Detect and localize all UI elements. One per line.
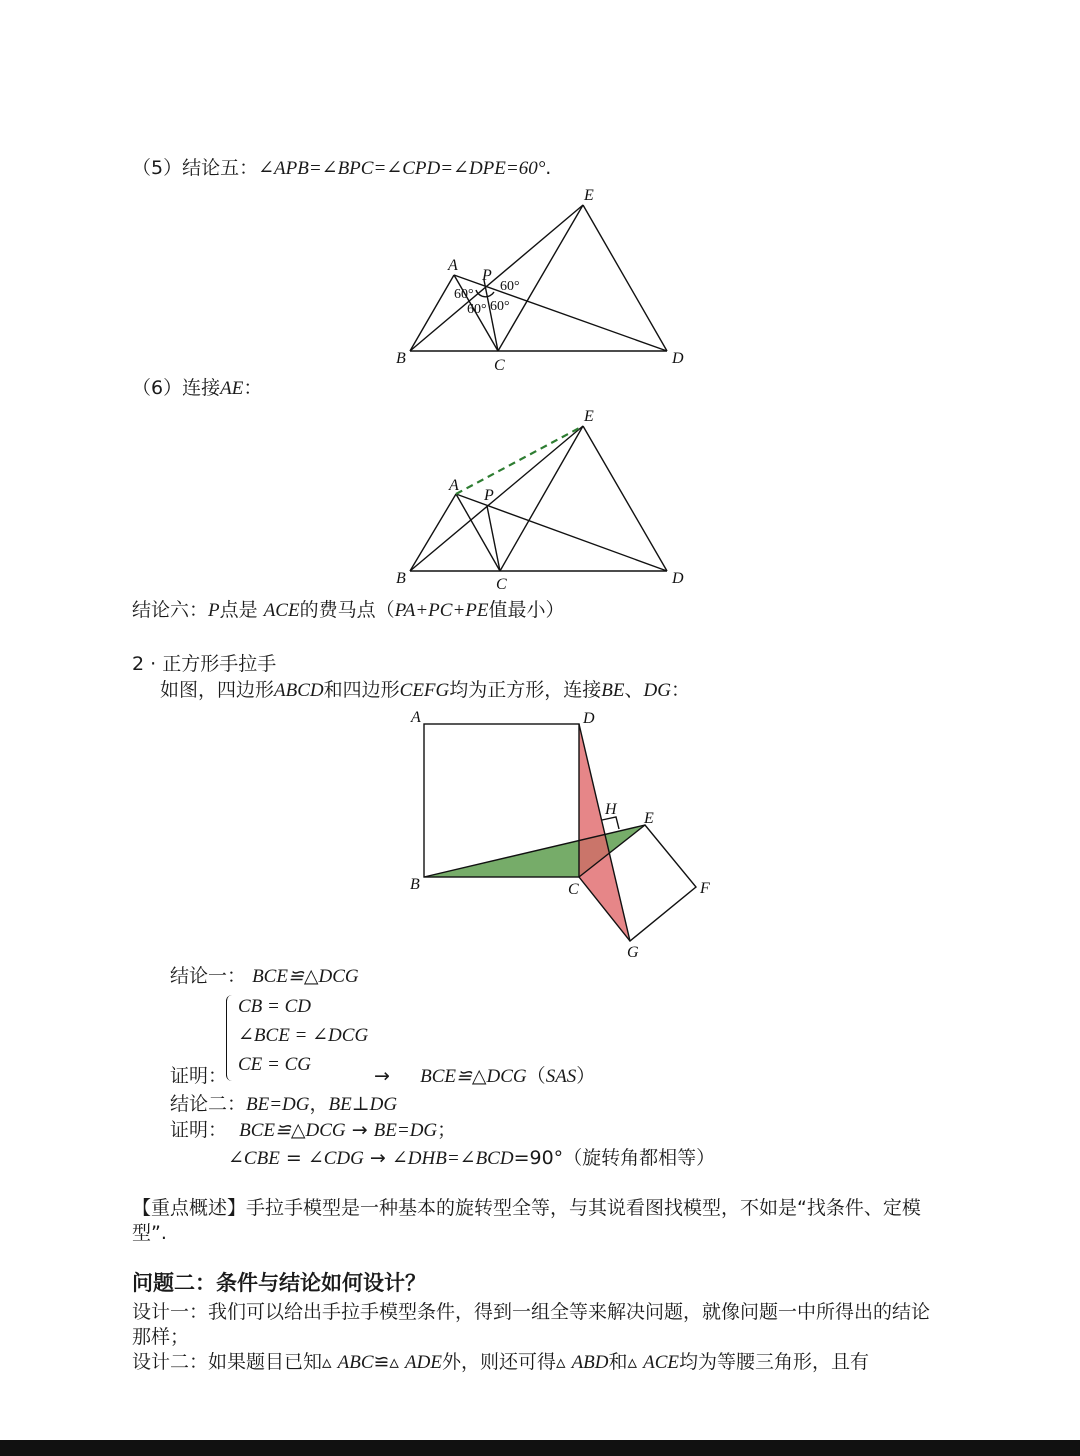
proof-arrow: → (374, 1065, 390, 1087)
segment-be (410, 426, 583, 571)
angle-arrow: → (363, 1147, 392, 1169)
d2-text-3: 外，则还可得 (441, 1351, 556, 1373)
c6-text-1: 结论六： (132, 599, 209, 621)
label-d: D (672, 570, 684, 587)
design-1-line-1: 设计一：我们可以给出手拉手模型条件，得到一组全等来解决问题，就像问题一中所得出的结论 (132, 1301, 931, 1323)
segment-ce (498, 205, 583, 351)
proof2-b: BE=DG (373, 1120, 438, 1141)
triangle-icon: ▵ (555, 1351, 566, 1373)
condition-1: CB = CD (238, 996, 311, 1017)
label-e: E (644, 810, 654, 827)
d2-var-2: ADE (405, 1352, 442, 1373)
connect-ae-suffix: ： (243, 377, 263, 399)
c6-text-2: 点是 (219, 599, 258, 621)
angle-label-1: 60° (454, 287, 474, 302)
conclusion-2-line (170, 1092, 397, 1117)
intro-var-3: BE (601, 680, 625, 701)
segment-be (410, 205, 583, 351)
d2-text-2: ≌ (373, 1351, 390, 1373)
label-p: P (484, 487, 494, 504)
connect-ae-formula: AE (220, 378, 244, 399)
design-1-line-2: 那样； (132, 1326, 190, 1348)
figure-fermat-point (380, 180, 700, 380)
segment-ed (583, 205, 667, 351)
angle-eq: = (279, 1147, 308, 1169)
label-h: H (605, 801, 617, 818)
label-c: C (494, 357, 505, 374)
label-d: D (672, 350, 684, 367)
label-p: P (482, 267, 492, 284)
intro-text-1: 如图，四边形 (160, 679, 275, 701)
proof2-a: BCE≌△DCG (239, 1120, 346, 1141)
c1-label: 结论一： (170, 965, 247, 987)
proof2-arrow: → (351, 1119, 368, 1141)
c6-text-3: 的费马点（ (299, 599, 395, 621)
segment-ed (583, 426, 667, 571)
proof-2-angles (228, 1146, 715, 1171)
proof2-label: 证明： (170, 1119, 228, 1141)
angle-dhb: ∠DHB=∠BCD (391, 1148, 514, 1169)
d2-text-5: 均为等腰三角形，且有 (679, 1351, 870, 1373)
c2-formula-2: BE⊥DG (328, 1094, 398, 1115)
connect-ae-line (132, 376, 262, 401)
angle-label-2: 60° (500, 279, 520, 294)
d2-var-4: ACE (643, 1352, 679, 1373)
label-a: A (411, 709, 421, 726)
sas-close: ） (576, 1065, 596, 1087)
c2-sep: ， (309, 1093, 329, 1115)
triangle-icon: ▵ (627, 1351, 638, 1373)
angle-cdg: ∠CDG (307, 1148, 364, 1169)
label-b: B (396, 350, 406, 367)
proof-1-result (374, 1064, 595, 1089)
label-d: D (583, 710, 595, 727)
conclusion-6-line (132, 598, 565, 623)
c6-var-1: P (208, 600, 220, 621)
d2-text-4: 和 (608, 1351, 628, 1373)
figure-square-hand-in-hand (400, 705, 730, 965)
angle-note: =90°（旋转角都相等） (513, 1147, 716, 1169)
proof-result: BCE≌△DCG (420, 1066, 527, 1087)
segment-ac (456, 494, 500, 571)
intro-text-3: 均为正方形，连接 (449, 679, 602, 701)
angle-label-4: 60° (490, 299, 510, 314)
conclusion-5-formula: ∠APB=∠BPC=∠CPD=∠DPE=60° (258, 158, 546, 179)
intro-text-4: 、 (624, 679, 644, 701)
design-2-line (132, 1350, 869, 1375)
triangle-icon: ▵ (322, 1351, 332, 1373)
label-b: B (410, 876, 420, 893)
question-2-title: 问题二：条件与结论如何设计？ (132, 1271, 426, 1295)
proof2-end: ； (437, 1119, 457, 1141)
intro-var-2: CEFG (399, 680, 450, 701)
figure-connect-ae (380, 400, 700, 595)
label-g: G (627, 944, 639, 961)
label-a: A (448, 257, 458, 274)
label-c: C (568, 881, 579, 898)
angle-label-3: 60° (467, 302, 487, 317)
label-e: E (584, 408, 594, 425)
intro-var-4: DG (643, 680, 671, 701)
segment-pc (487, 506, 500, 571)
label-b: B (396, 570, 406, 587)
conclusion-1-line (170, 964, 359, 989)
bottom-edge-bar (0, 1440, 1080, 1456)
c2-formula: BE=DG (246, 1094, 310, 1115)
conclusion-5-suffix: . (545, 157, 552, 179)
condition-2: ∠BCE = ∠DCG (238, 1025, 369, 1046)
proof-1-label: 证明： (170, 1065, 228, 1087)
c6-var-2: ACE (263, 600, 300, 621)
label-c: C (496, 576, 507, 593)
angle-arc (476, 290, 494, 297)
condition-brace (226, 995, 233, 1081)
d2-var-1: ABC (337, 1352, 374, 1373)
angle-cbe: ∠CBE (228, 1148, 280, 1169)
intro-var-1: ABCD (274, 680, 324, 701)
label-e: E (584, 187, 594, 204)
c6-text-4: 值最小） (488, 599, 565, 621)
sas-text: SAS (545, 1066, 577, 1087)
section-2-title: 2 · 正方形手拉手 (132, 653, 277, 675)
label-f: F (700, 880, 710, 897)
section-2-intro (160, 678, 690, 703)
connect-ae-prefix: （6）连接 (132, 377, 221, 399)
right-angle-mark (602, 817, 619, 829)
triangle-icon: ▵ (389, 1351, 399, 1373)
conclusion-5-line (132, 156, 551, 181)
d2-text-1: 设计二：如果题目已知 (132, 1351, 323, 1373)
intro-text-2: 和四边形 (323, 679, 400, 701)
summary-line-2: 型”. (132, 1222, 167, 1244)
proof-2-line (170, 1118, 456, 1143)
segment-ab (410, 494, 456, 571)
segment-ab (410, 275, 454, 351)
conclusion-5-prefix: （5）结论五： (132, 157, 259, 179)
c6-var-3: PA+PC+PE (394, 600, 489, 621)
c1-formula: BCE≌△DCG (252, 966, 359, 987)
intro-text-5: ： (670, 679, 690, 701)
label-a: A (449, 477, 459, 494)
c2-label: 结论二： (170, 1093, 247, 1115)
d2-var-3: ABD (571, 1352, 609, 1373)
segment-ad (456, 494, 667, 571)
summary-line-1: 【重点概述】手拉手模型是一种基本的旋转型全等，与其说看图找模型，不如是“找条件、定模 (132, 1197, 921, 1219)
sas-open: （ (526, 1065, 546, 1087)
condition-3: CE = CG (238, 1054, 311, 1075)
